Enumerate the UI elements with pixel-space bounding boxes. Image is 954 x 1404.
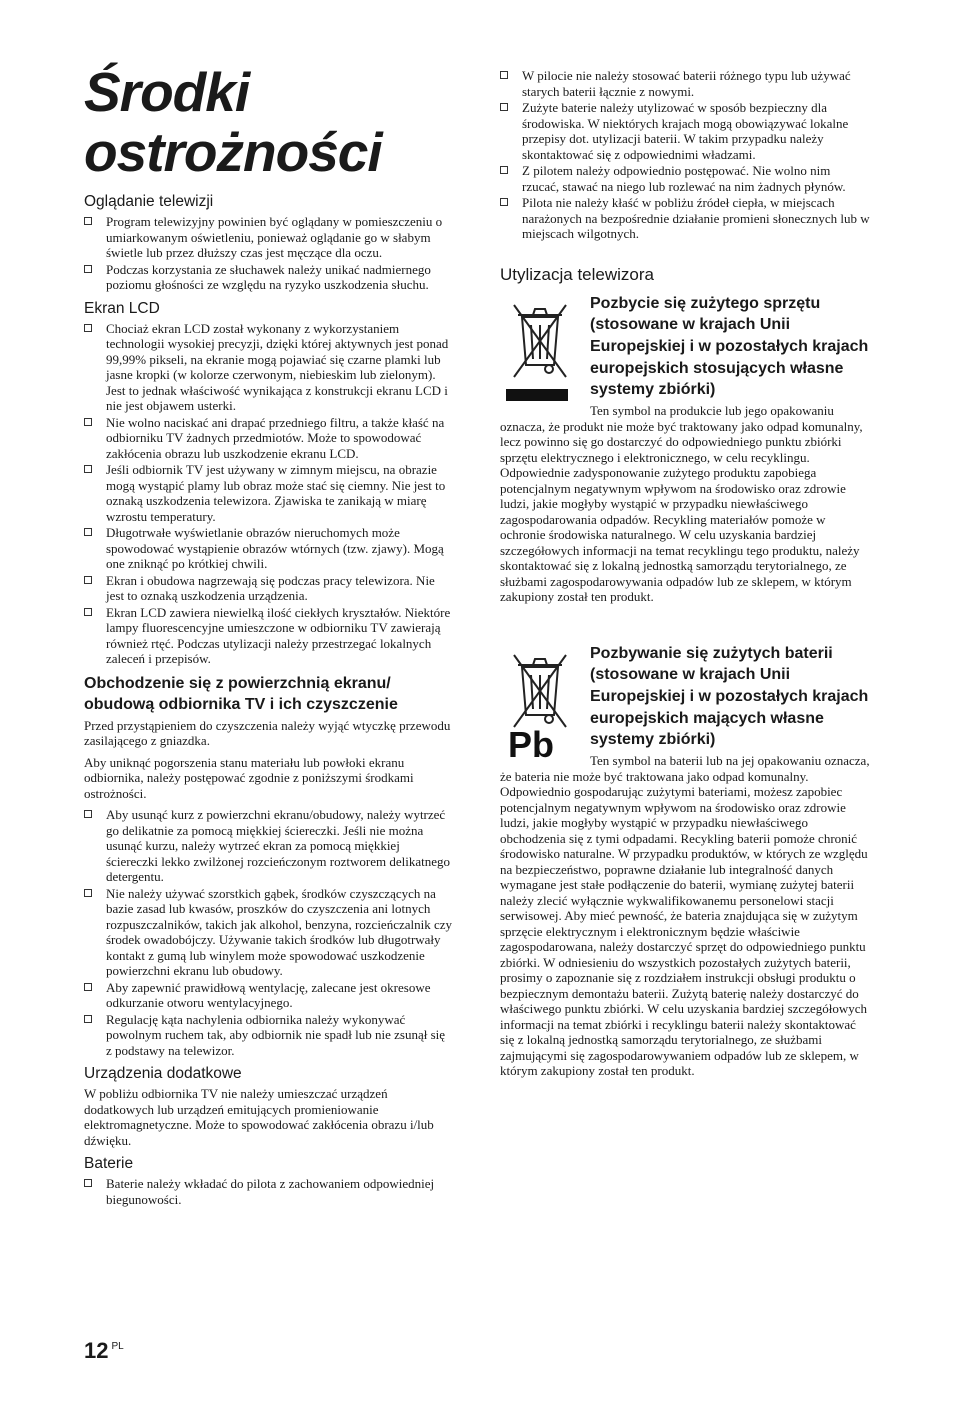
section-heading-ekran-lcd: Ekran LCD: [84, 299, 160, 317]
list-item: Chociaż ekran LCD został wykonany z wykorzystaniem technologii wysokiej precyzji, dzięki której aktywnych jest ponad 99,99% pikseli, na ekranie mogą pojawiać się czarne plamki lub jasne kropki (w kolorze czerwonym, niebieskim lub zielonym). Jest to jednak właściwość wynikająca z konstrukcji ekranu LCD i nie jest objawem usterki.: [84, 321, 454, 414]
section-heading-baterie: Baterie: [84, 1155, 134, 1172]
list-item: Program telewizyjny powinien być oglądany w pomieszczeniu o umiarkowanym oświetleniu, ponieważ oglądanie go w słabym świetle lub przez dłuższy czas jest męczące dla oczu.: [84, 214, 454, 261]
checkbox-bullet-icon: [84, 1179, 92, 1187]
list-item: Pilota nie należy kłaść w pobliżu źródeł ciepła, w miejscach narażonych na bezpośrednie działanie promieni słonecznych lub w miejscach wilgotnych.: [500, 195, 870, 242]
checkbox-bullet-icon: [84, 265, 92, 273]
crossed-bin-pb-icon: [500, 643, 580, 761]
list-item: Zużyte baterie należy utylizować w sposób bezpieczny dla środowiska. W niektórych krajach mogą obowiązywać lokalne przepisy dot. utylizacji baterii. W takim przypadku należy skontaktować się z odpowiednimi władzami.: [500, 100, 870, 162]
list-item: Aby zapewnić prawidłową wentylację, zalecane jest okresowe odkurzanie otworu wentylacyjnego.: [84, 980, 454, 1011]
checkbox-bullet-icon: [84, 810, 92, 818]
section-heading-ogladanie: Oglądanie telewizji: [84, 193, 214, 210]
checkbox-bullet-icon: [84, 576, 92, 584]
checkbox-bullet-icon: [84, 528, 92, 536]
paragraph: Aby uniknąć pogorszenia stanu materiału lub powłoki ekranu odbiornika, należy postępować zgodnie z poniższymi środkami ostrożności.: [84, 754, 414, 801]
page-number: 12: [84, 1338, 109, 1363]
checkbox-bullet-icon: [84, 983, 92, 991]
checkbox-bullet-icon: [84, 324, 92, 332]
list-item: Z pilotem należy odpowiednio postępować. Nie wolno nim rzucać, stawać na niego lub rozlewać na nim żadnych płynów.: [500, 163, 870, 194]
list-item: Nie wolno naciskać ani drapać przedniego filtru, a także kłaść na odbiorniku TV żadnych przedmiotów. Może to spowodować zakłócenia obrazu lub uszkodzenie ekranu LCD.: [84, 415, 454, 462]
list-ogladanie: [84, 214, 454, 293]
list-item: W pilocie nie należy stosować baterii różnego typu lub używać starych baterii łącznie z nowymi.: [500, 68, 870, 99]
list-item: Ekran LCD zawiera niewielką ilość ciekłych kryształów. Niektóre lampy fluorescencyjne umieszczone w odbiorniku TV zawierają również rtęć. Podczas utylizacji należy przestrzegać lokalnych zaleceń i przepisów.: [84, 605, 454, 667]
paragraph: W pobliżu odbiornika TV nie należy umieszczać urządzeń dodatkowych lub urządzeń emitujących promieniowanie elektromagnetyczne. Może to spowodować zakłócenia obrazu i/lub dźwięku.: [84, 1086, 434, 1148]
battery-heading: Pozbywanie się zużytych baterii (stosowane w krajach Unii Europejskiej i w pozostałych krajach europejskich mających własne systemy zbiórki): [590, 644, 869, 749]
checkbox-bullet-icon: [84, 217, 92, 225]
section-heading-czyszczenie: Obchodzenie się z powierzchnią ekranu/ obudową odbiornika TV i ich czyszczenie: [84, 674, 398, 713]
crossed-bin-icon: [500, 293, 580, 405]
weee-text: Ten symbol na produkcie lub jego opakowaniu oznacza, że produkt nie może być traktowany jako odpad komunalny, lecz powinno się go dostarczyć do odpowiedniego punktu zbiórki sprzętu elektrycznego i elektronicznego, w celu recyklingu. Odpowiednie zadysponowanie zużytego produktu zapobiega potencjalnym negatywnym wpływom na środowisko oraz zdrowie ludzi, jakie mogłyby wystąpić w przypadku niewłaściwego zagospodarowania odpadów. Recykling materiałów pomoże w ochronie środowiska naturalnego. W celu uzyskania bardziej szczegółowych informacji na temat recyklingu tego produktu, należy skontaktować się z lokalną jednostką samorządu terytorialnego, ze służbami zagospodarowywania odpadów lub ze sklepem, w którym zakupiony został ten produkt.: [500, 403, 863, 605]
list-item: Podczas korzystania ze słuchawek należy unikać nadmiernego poziomu głośności ze względu na ryzyko uszkodzenia słuchu.: [84, 262, 454, 293]
weee-disposal-block: [500, 293, 870, 605]
battery-disposal-block: [500, 643, 870, 1079]
page-footer: [84, 1338, 124, 1364]
checkbox-bullet-icon: [84, 418, 92, 426]
page-title: [84, 62, 484, 182]
checkbox-bullet-icon: [500, 166, 508, 174]
checkbox-bullet-icon: [84, 465, 92, 473]
list-item: Ekran i obudowa nagrzewają się podczas pracy telewizora. Nie jest to oznaką uszkodzenia urządzenia.: [84, 573, 454, 604]
list-item: Regulację kąta nachylenia odbiornika należy wykonywać powolnym ruchem tak, aby odbiornik nie spadł lub nie zsunął się z podstawy na telewizor.: [84, 1012, 454, 1059]
weee-heading: Pozbycie się zużytego sprzętu (stosowane w krajach Unii Europejskiej i w pozostałych krajach europejskich stosujących własne systemy zbiórki): [590, 294, 869, 399]
checkbox-bullet-icon: [500, 71, 508, 79]
list-baterie: [84, 1176, 454, 1207]
section-heading-urzadzenia: Urządzenia dodatkowe: [84, 1065, 242, 1082]
right-column: [500, 68, 870, 1079]
pb-label: Pb: [508, 723, 555, 761]
list-ekran-lcd: [84, 321, 454, 667]
list-item: Długotrwałe wyświetlanie obrazów nieruchomych może spowodować wystąpienie obrazów wtórnych (tzw. zjawy). Mogą one zniknąć po krótkiej chwili.: [84, 525, 454, 572]
list-item: Jeśli odbiornik TV jest używany w zimnym miejscu, na obrazie mogą wystąpić plamy lub obraz może stać się ciemny. Nie jest to oznaką uszkodzenia telewizora. Zjawiska te zanikają w miarę wzrostu temperatury.: [84, 462, 454, 524]
list-item: Aby usunąć kurz z powierzchni ekranu/obudowy, należy wytrzeć go delikatnie za pomocą miękkiej ściereczki. Jeśli nie można usunąć kurzu, należy wytrzeć ekran za pomocą miękkiej ściereczki lekko zwilżonej rozcieńczonym roztworem delikatnego detergentu.: [84, 807, 454, 885]
checkbox-bullet-icon: [500, 103, 508, 111]
battery-text: Ten symbol na baterii lub na jej opakowaniu oznacza, że bateria nie może być traktowana jako odpad komunalny. Odpowiednio gospodarując zużytymi bateriami, możesz zapobiec potencjalnym negatywnym wpływom na środowisko oraz zdrowie ludzi, jakie mogłyby wystąpić w przypadku niewłaściwego obchodzenia się z tymi odpadami. Recykling baterii pomoże chronić środowisko naturalne. W przypadku produktów, w których ze względu na bezpieczeństwo, poprawne działanie lub integralność danych wymagane jest stałe podłączenie do baterii, wymianę zużytej baterii należy zlecić wyłącznie wykwalifikowanemu personelowi stacji serwisowej. Aby mieć pewność, że bateria znajdująca się w zużytym sprzęcie elektrycznym i elektronicznym będzie właściwie zagospodarowana, należy dostarczyć sprzęt do odpowiedniego punktu zbiórki. W odniesieniu do wszystkich pozostałych zużytych baterii, prosimy o zapoznanie się z rozdziałem instrukcji obsługi produktu o bezpiecznym demontażu baterii. Zużytą baterię należy dostarczyć do właściwego punktu zbiórki. W celu uzyskania bardziej szczegółowych informacji na temat zbiórki i recyklingu baterii należy skontaktować się z lokalną jednostką samorządu terytorialnego, ze służbami zajmującymi się zagospodarowywaniem odpadów lub ze sklepem, w którym zakupiony został ten produkt.: [500, 753, 870, 1079]
left-column: [84, 192, 454, 1213]
list-czyszczenie: [84, 807, 454, 1058]
checkbox-bullet-icon: [84, 608, 92, 616]
checkbox-bullet-icon: [500, 198, 508, 206]
paragraph: Przed przystąpieniem do czyszczenia należy wyjąć wtyczkę przewodu zasilającego z gniazdka.: [84, 717, 451, 748]
list-pilot: [500, 68, 870, 242]
language-code: PL: [111, 1341, 124, 1352]
checkbox-bullet-icon: [84, 889, 92, 897]
title-line-2: ostrożności: [84, 121, 382, 183]
list-item: Nie należy używać szorstkich gąbek, środków czyszczących na bazie zasad lub kwasów, proszków do czyszczenia ani lotnych rozpuszczalników, takich jak alkohol, benzyna, rozcieńczalnik czy środek owadobójczy. Używanie takich środków lub długotrwały kontakt z gumą lub winylem może spowodować uszkodzenie powierzchni ekranu lub obudowy.: [84, 886, 454, 979]
list-item: Baterie należy wkładać do pilota z zachowaniem odpowiedniej biegunowości.: [84, 1176, 454, 1207]
checkbox-bullet-icon: [84, 1015, 92, 1023]
section-heading-utylizacja: Utylizacja telewizora: [500, 264, 654, 284]
title-line-1: Środki: [84, 61, 250, 123]
